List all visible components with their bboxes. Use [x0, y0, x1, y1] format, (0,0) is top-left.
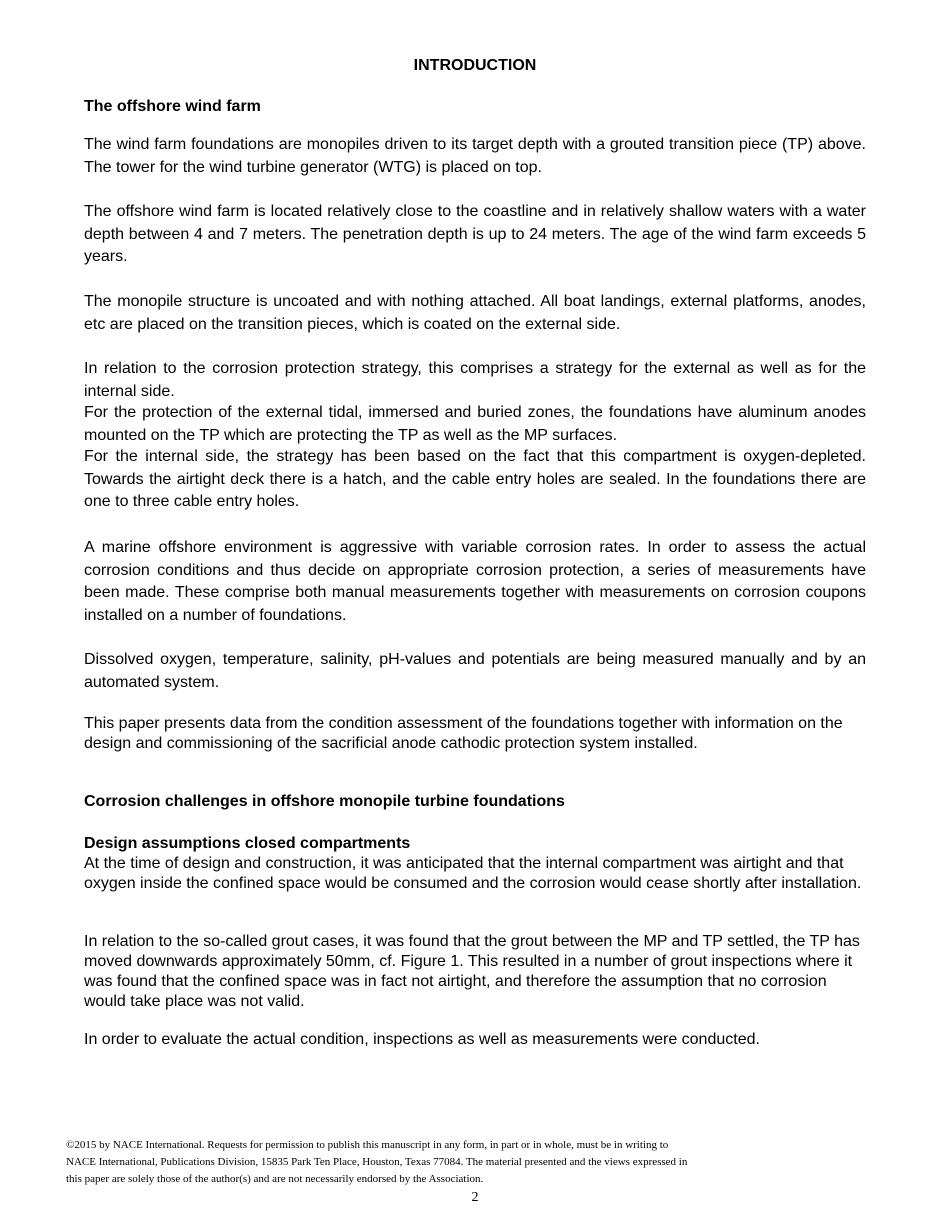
paragraph: The wind farm foundations are monopiles driven to its target depth with a grouted transition piece (TP) above. The tower for the wind turbine generator (WTG) is placed on top. — [84, 136, 866, 176]
paragraph: For the protection of the external tidal, immersed and buried zones, the foundations have aluminum anodes mounted on the TP which are protecting the TP as well as the MP surfaces. — [84, 404, 866, 444]
section-title-corrosion-challenges: Corrosion challenges in offshore monopile turbine foundations — [84, 793, 565, 810]
subsection-title-design-assumptions: Design assumptions closed compartments — [84, 835, 411, 852]
footer-line: this paper are solely those of the author(s) and are not necessarily endorsed by the Association. — [66, 1173, 484, 1185]
paragraph: In relation to the corrosion protection strategy, this comprises a strategy for the external as well as for the internal side. — [84, 360, 866, 400]
section-heading-introduction: INTRODUCTION — [413, 57, 537, 74]
paragraph: In relation to the so-called grout cases, it was found that the grout between the MP and TP settled, the TP has moved downwards approximately 50mm, cf. Figure 1. This resulted in a number of grout inspections where it was found that the confined space was in fact not airtight, and therefore the assumption that no corrosion would take place was not valid. — [84, 933, 860, 1010]
paragraph: In order to evaluate the actual condition, inspections as well as measurements were conducted. — [84, 1031, 760, 1048]
paragraph: Dissolved oxygen, temperature, salinity, pH-values and potentials are being measured manually and by an automated system. — [84, 651, 866, 691]
copyright-footer — [66, 1137, 786, 1188]
subsection-title-offshore-wind-farm: The offshore wind farm — [84, 98, 261, 115]
paragraph: A marine offshore environment is aggressive with variable corrosion rates. In order to assess the actual corrosion conditions and thus decide on appropriate corrosion protection, a series of measurements have been made. These comprise both manual measurements together with measurements on corrosion coupons installed on a number of foundations. — [84, 539, 866, 624]
page-number: 2 — [471, 1190, 479, 1205]
paragraph: For the internal side, the strategy has been based on the fact that this compartment is oxygen-depleted. Towards the airtight deck there is a hatch, and the cable entry holes are sealed. In the foundations there are one to three cable entry holes. — [84, 448, 866, 510]
footer-line: ©2015 by NACE International. Requests for permission to publish this manuscript in any form, in part or in whole, must be in writing to — [66, 1139, 669, 1151]
paragraph: The offshore wind farm is located relatively close to the coastline and in relatively shallow waters with a water depth between 4 and 7 meters. The penetration depth is up to 24 meters. The age of the wind farm exceeds 5 years. — [84, 203, 866, 265]
paragraph: The monopile structure is uncoated and with nothing attached. All boat landings, external platforms, anodes, etc are placed on the transition pieces, which is coated on the external side. — [84, 293, 866, 333]
paragraph: This paper presents data from the condition assessment of the foundations together with information on the design and commissioning of the sacrificial anode cathodic protection system installed. — [84, 715, 843, 752]
paragraph: At the time of design and construction, it was anticipated that the internal compartment was airtight and that oxygen inside the confined space would be consumed and the corrosion would cease shortly after installation. — [84, 855, 862, 892]
footer-line: NACE International, Publications Division, 15835 Park Ten Place, Houston, Texas 77084. The material presented and the views expressed in — [66, 1156, 688, 1168]
